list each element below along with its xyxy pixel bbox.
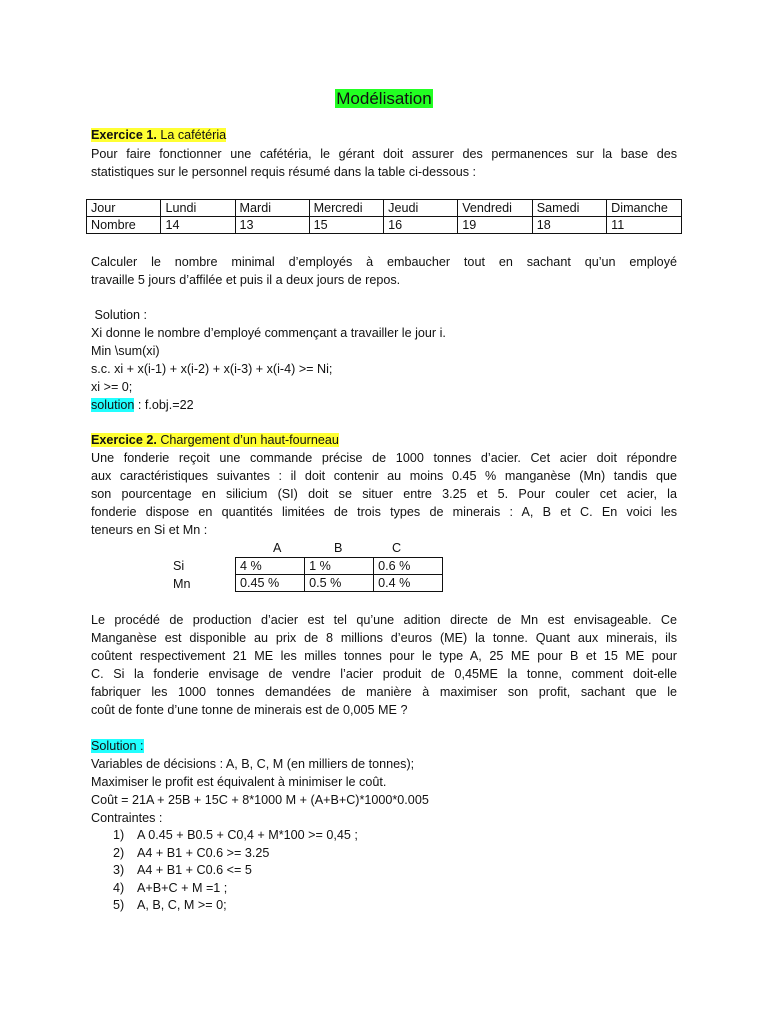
minerals-table [235, 557, 443, 592]
list-item: 2) A4 + B1 + C0.6 >= 3.25 [113, 845, 270, 860]
table-cell: 0.4 % [374, 575, 443, 592]
table-cell: Jour [87, 200, 161, 217]
exercise-2-solution-line: Contraintes : [91, 811, 163, 825]
exercise-2-intro-line: Une fonderie reçoit une commande précise de 1000 tonnes d’acier. Cet acier doit répondre [91, 451, 677, 465]
table-cell: Jeudi [384, 200, 458, 217]
solution-label: solution [91, 398, 135, 412]
list-item: 5) A, B, C, M >= 0; [113, 898, 227, 912]
table-cell: 4 % [236, 558, 305, 575]
exercise-2-intro-line: aux caractéristiques suivantes : il doit contenir au moins 0.45 % manganèse (Mn) tandis que [91, 469, 677, 483]
table-cell: 0.5 % [305, 575, 374, 592]
solution-value: : f.obj.=22 [134, 398, 194, 412]
exercise-2-solution-line: Maximiser le profit est équivalent à minimiser le coût. [91, 775, 387, 789]
table-row [236, 558, 443, 575]
staff-table [86, 199, 682, 234]
exercise-1-solution-title: Solution : [91, 308, 148, 322]
table-cell: 18 [532, 217, 606, 234]
exercise-1-result [91, 397, 677, 415]
exercise-2-para-line: Le procédé de production d’acier est tel qu’une adition directe de Mn est envisageable. Ce [91, 613, 677, 627]
table-cell: 14 [161, 217, 235, 234]
table-cell: Mardi [235, 200, 309, 217]
exercise-2-solution-line: Coût = 21A + 25B + 15C + 8*1000 M + (A+B+C)*1000*0.005 [91, 793, 429, 807]
table-cell: Mercredi [309, 200, 384, 217]
list-item: 3) A4 + B1 + C0.6 <= 5 [113, 863, 252, 877]
minerals-col-b: B [334, 541, 343, 555]
minerals-row-label-mn: Mn [173, 577, 191, 591]
exercise-2-para-line: fabriquer les 1000 tonnes demandées de manière à maximiser son profit, sachant que le [91, 685, 677, 699]
table-cell: Nombre [87, 217, 161, 234]
table-cell: Lundi [161, 200, 235, 217]
list-item: 1) A 0.45 + B0.5 + C0,4 + M*100 >= 0,45 ; [113, 828, 358, 842]
minerals-col-c: C [392, 541, 402, 555]
page-title: Modélisation [336, 89, 432, 108]
table-cell: Dimanche [607, 200, 682, 217]
table-cell: 19 [458, 217, 533, 234]
exercise-2-heading: Exercice 2. Chargement d’un haut-fourneau [91, 433, 339, 447]
exercise-1-question-line2: travaille 5 jours d’affilée et puis il a deux jours de repos. [91, 273, 401, 287]
staff-table-data-row [87, 217, 682, 234]
exercise-2-para-line: Manganèse est disponible au prix de 8 millions d’euros (ME) la tonne. Quant aux minerais, ils [91, 631, 677, 645]
exercise-2-para-line: coût de fonte d’une tonne de minerais est de 0,005 ME ? [91, 703, 408, 717]
table-cell: 15 [309, 217, 384, 234]
exercise-2-solution-title: Solution : [91, 739, 144, 753]
minerals-col-a: A [273, 541, 282, 555]
table-cell: 0.45 % [236, 575, 305, 592]
exercise-1-question-line1: Calculer le nombre minimal d’employés à embaucher tout en sachant qu’un employé [91, 255, 677, 269]
table-row [236, 575, 443, 592]
exercise-2-intro-line: fonderie dispose en quantités limitées de trois types de minerais : A, B et C. En voici les [91, 505, 677, 519]
exercise-1-heading: Exercice 1. La cafétéria [91, 128, 227, 142]
table-cell: 11 [607, 217, 682, 234]
table-cell: 16 [384, 217, 458, 234]
exercise-2-para-line: coûtent respectivement 21 ME les milles tonnes pour le type A, 25 ME pour B et 15 ME pour [91, 649, 677, 663]
exercise-2-intro-line: son pourcentage en silicium (SI) doit se situer entre 3.25 et 5. Pour couler cet acier, la [91, 487, 677, 501]
table-cell: 13 [235, 217, 309, 234]
exercise-2-intro-line: teneurs en Si et Mn : [91, 523, 208, 537]
staff-table-header-row [87, 200, 682, 217]
exercise-1-intro-line1: Pour faire fonctionner une cafétéria, le gérant doit assurer des permanences sur la base des [91, 147, 677, 161]
exercise-1-solution-line: s.c. xi + x(i-1) + x(i-2) + x(i-3) + x(i-4) >= Ni; [91, 362, 333, 376]
exercise-2-para-line: C. Si la fonderie envisage de vendre l’acier produit de 0,45ME la tonne, comment doit-elle [91, 667, 677, 681]
constraints-list [91, 827, 677, 915]
exercise-1-intro-line2: statistiques sur le personnel requis résumé dans la table ci-dessous : [91, 165, 477, 179]
table-cell: 0.6 % [374, 558, 443, 575]
minerals-row-label-si: Si [173, 559, 185, 573]
exercise-1-solution-line: xi >= 0; [91, 380, 133, 394]
table-cell: Vendredi [458, 200, 533, 217]
list-item: 4) A+B+C + M =1 ; [113, 880, 228, 895]
table-cell: 1 % [305, 558, 374, 575]
exercise-1-solution-line: Min \sum(xi) [91, 344, 160, 358]
exercise-1-solution-line: Xi donne le nombre d’employé commençant a travailler le jour i. [91, 326, 446, 340]
exercise-2-solution-line: Variables de décisions : A, B, C, M (en milliers de tonnes); [91, 757, 415, 771]
table-cell: Samedi [532, 200, 606, 217]
